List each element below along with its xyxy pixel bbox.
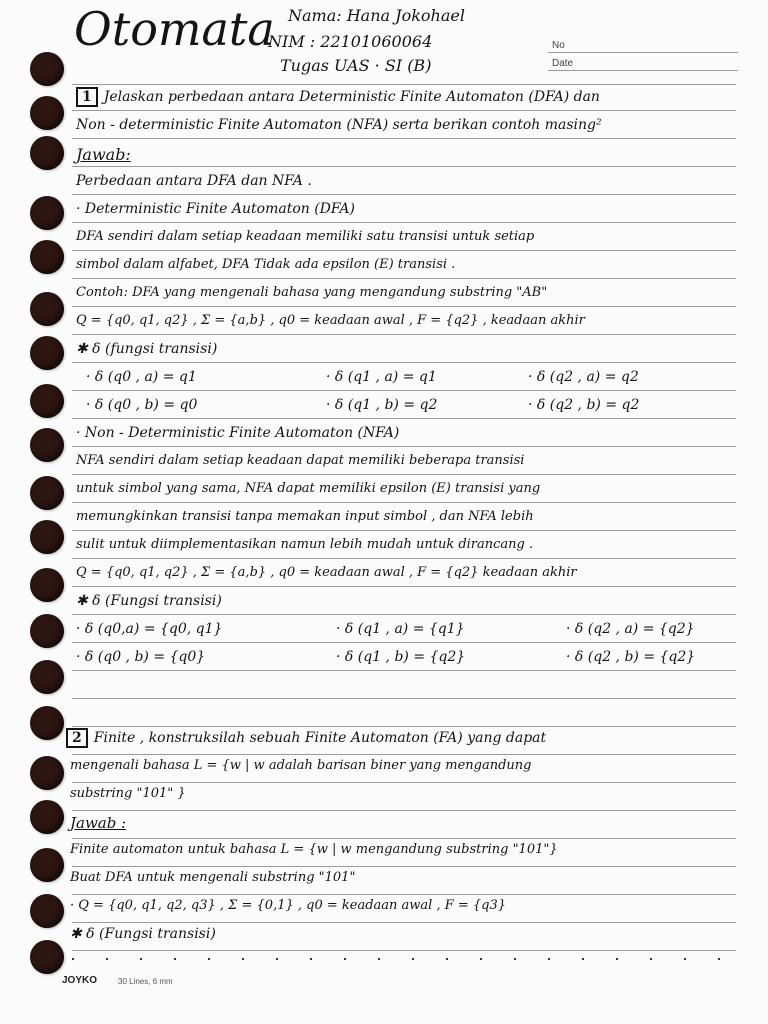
ruling-spec: 30 Lines, 6 mm — [118, 977, 173, 986]
ruled-line — [72, 194, 736, 195]
nfa-text-line3: memungkinkan transisi tanpa memakan input simbol , dan NFA lebih — [76, 509, 534, 524]
ruled-line — [72, 138, 736, 139]
binder-hole — [30, 136, 64, 170]
dfa-definition: Q = {q0, q1, q2} , Σ = {a,b} , q0 = keadaan awal , F = {q2} , keadaan akhir — [76, 313, 585, 328]
ruled-line — [72, 446, 736, 447]
binder-hole — [30, 706, 64, 740]
dfa-transition: · δ (q0 , b) = q0 — [86, 397, 198, 413]
nfa-transition: · δ (q2 , b) = {q2} — [566, 649, 696, 665]
binder-hole — [30, 800, 64, 834]
dfa-transition: · δ (q2 , a) = q2 — [528, 369, 639, 385]
q2-number: 2 — [66, 728, 88, 748]
binder-hole — [30, 336, 64, 370]
dfa-transition: · δ (q1 , a) = q1 — [326, 369, 437, 385]
no-label: No — [552, 40, 565, 51]
ruled-line — [72, 950, 736, 951]
dfa-heading: · Deterministic Finite Automaton (DFA) — [76, 201, 355, 217]
binder-hole — [30, 568, 64, 602]
q1-perbedaan: Perbedaan antara DFA dan NFA . — [76, 173, 312, 189]
ruled-line — [72, 362, 736, 363]
page-title: Otomata — [74, 2, 275, 56]
nfa-text-line1: NFA sendiri dalam setiap keadaan dapat memiliki beberapa transisi — [76, 453, 525, 468]
nfa-transition: · δ (q0 , b) = {q0} — [76, 649, 206, 665]
ruled-line — [72, 642, 736, 643]
nfa-text-line4: sulit untuk diimplementasikan namun lebih mudah untuk dirancang . — [76, 537, 534, 552]
q1-question-line1: 1 Jelaskan perbedaan antara Deterministic Finite Automaton (DFA) dan — [76, 87, 600, 107]
ruled-line — [72, 390, 736, 391]
ruled-line — [72, 278, 736, 279]
binder-hole — [30, 96, 64, 130]
dfa-transition: · δ (q0 , a) = q1 — [86, 369, 197, 385]
ruled-line — [72, 698, 736, 699]
binder-hole — [30, 940, 64, 974]
q1-question-line2: Non - deterministic Finite Automaton (NFA) serta berikan contoh masing² — [76, 117, 602, 133]
ruled-line — [72, 810, 736, 811]
date-label: Date — [552, 58, 574, 69]
ruled-line — [72, 670, 736, 671]
q2-answer-line4: ✱ δ (Fungsi transisi) — [70, 926, 216, 942]
ruled-line — [72, 222, 736, 223]
ruled-line — [72, 922, 736, 923]
ruled-line — [72, 726, 736, 727]
assignment-label: Tugas UAS · SI (B) — [280, 56, 432, 75]
binder-hole — [30, 660, 64, 694]
ruled-line — [72, 84, 736, 85]
nfa-transition: · δ (q1 , a) = {q1} — [336, 621, 465, 637]
q2-jawab: Jawab : — [70, 814, 127, 832]
q2-question-line3: substring "101" } — [70, 786, 186, 801]
nfa-heading: · Non - Deterministic Finite Automaton (NFA) — [76, 425, 400, 441]
ruled-line — [72, 110, 736, 111]
binder-hole — [30, 848, 64, 882]
dfa-transition: · δ (q1 , b) = q2 — [326, 397, 438, 413]
binder-hole — [30, 196, 64, 230]
ruled-line — [72, 250, 736, 251]
dfa-text-line2: simbol dalam alfabet, DFA Tidak ada epsilon (E) transisi . — [76, 257, 456, 272]
binder-hole — [30, 240, 64, 274]
student-name: Nama: Hana Jokohael — [288, 6, 465, 25]
nfa-delta-label: ✱ δ (Fungsi transisi) — [76, 593, 222, 609]
dfa-example: Contoh: DFA yang mengenali bahasa yang mengandung substring "AB" — [76, 285, 548, 300]
ruled-line — [72, 502, 736, 503]
binder-hole — [30, 894, 64, 928]
ruled-line — [72, 306, 736, 307]
brand-logo: JOYKO — [62, 975, 98, 986]
nfa-transition: · δ (q2 , a) = {q2} — [566, 621, 695, 637]
binder-hole — [30, 292, 64, 326]
ruled-line — [72, 474, 736, 475]
ruled-line — [72, 418, 736, 419]
ruled-line — [72, 838, 736, 839]
ruled-line — [72, 894, 736, 895]
ruled-line — [72, 334, 736, 335]
nfa-transition: · δ (q1 , b) = {q2} — [336, 649, 466, 665]
ruled-line — [72, 866, 736, 867]
binder-hole — [30, 52, 64, 86]
q2-question-line2: mengenali bahasa L = {w | w adalah barisan biner yang mengandung — [70, 758, 532, 773]
ruled-line — [72, 558, 736, 559]
binder-hole — [30, 756, 64, 790]
q2-answer-line2: Buat DFA untuk mengenali substring "101" — [70, 870, 356, 885]
student-nim: NIM : 22101060064 — [268, 32, 433, 51]
no-line — [548, 52, 738, 53]
binder-hole — [30, 520, 64, 554]
binder-hole — [30, 384, 64, 418]
footer-dotted-line — [72, 958, 736, 960]
dfa-transition: · δ (q2 , b) = q2 — [528, 397, 640, 413]
ruled-line — [72, 530, 736, 531]
ruled-line — [72, 166, 736, 167]
q2-answer-line3: · Q = {q0, q1, q2, q3} , Σ = {0,1} , q0 = keadaan awal , F = {q3} — [70, 898, 507, 913]
binder-hole — [30, 614, 64, 648]
nfa-transition: · δ (q0,a) = {q0, q1} — [76, 621, 223, 637]
date-line — [548, 70, 738, 71]
binder-hole — [30, 476, 64, 510]
q1-number: 1 — [76, 87, 98, 107]
nfa-text-line2: untuk simbol yang sama, NFA dapat memiliki epsilon (E) transisi yang — [76, 481, 541, 496]
dfa-delta-label: ✱ δ (fungsi transisi) — [76, 341, 218, 357]
q2-answer-line1: Finite automaton untuk bahasa L = {w | w mengandung substring "101"} — [70, 842, 558, 857]
dfa-text-line1: DFA sendiri dalam setiap keadaan memiliki satu transisi untuk setiap — [76, 229, 535, 244]
q1-jawab: Jawab: — [76, 145, 131, 164]
ruled-line — [72, 614, 736, 615]
ruled-line — [72, 782, 736, 783]
ruled-line — [72, 754, 736, 755]
q2-question-line1: 2 Finite , konstruksilah sebuah Finite Automaton (FA) yang dapat — [66, 728, 546, 748]
nfa-definition: Q = {q0, q1, q2} , Σ = {a,b} , q0 = keadaan awal , F = {q2} keadaan akhir — [76, 565, 577, 580]
ruled-line — [72, 586, 736, 587]
binder-hole — [30, 428, 64, 462]
